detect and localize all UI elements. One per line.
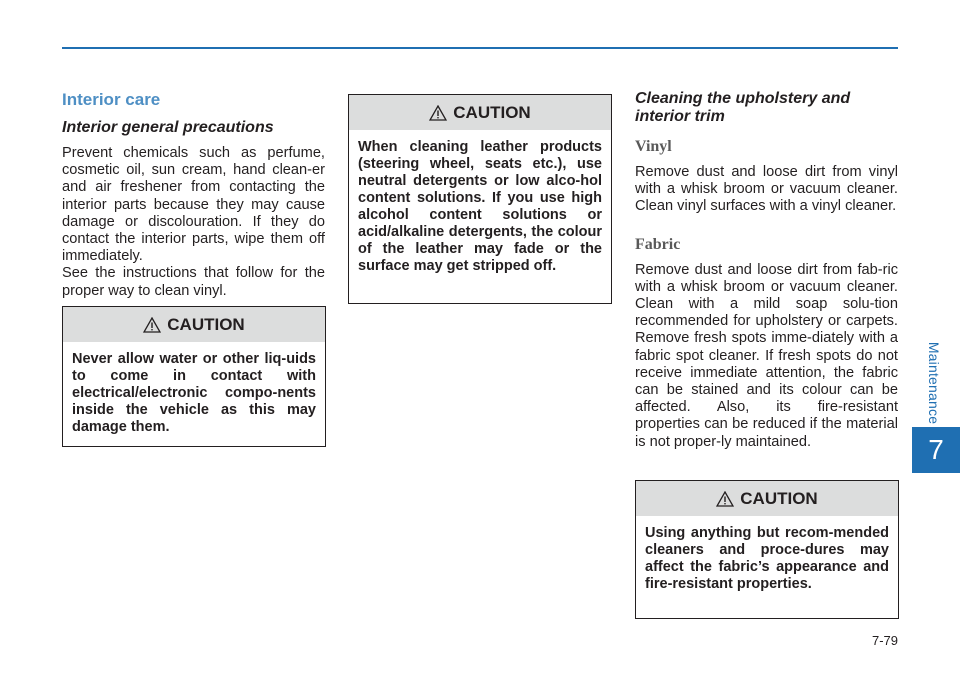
- caution-label: CAUTION: [167, 314, 245, 334]
- instructions-paragraph: See the instructions that follow for the proper way to clean vinyl.: [62, 265, 325, 299]
- chapter-tab: 7: [912, 427, 960, 473]
- warning-triangle-icon: [143, 317, 161, 333]
- caution-box-fabric: [635, 480, 899, 619]
- chapter-side-label: [919, 338, 949, 428]
- column-left: [62, 90, 325, 300]
- caution-label: CAUTION: [453, 102, 531, 122]
- fabric-heading: Fabric: [635, 235, 681, 253]
- caution-text: When cleaning leather products (steering wheel, seats etc.), use neutral detergents or low alco-hol content solutions. If you use high alcohol content solutions or acid/alkaline detergents, the colour of the leather may fade or the surface may get stripped off.: [358, 139, 602, 274]
- warning-triangle-icon: [716, 491, 734, 507]
- caution-box-liquids: [62, 306, 326, 447]
- caution-label: CAUTION: [740, 488, 818, 508]
- precautions-paragraph: Prevent chemicals such as perfume, cosmetic oil, sun cream, hand clean-er and air freshener from contacting the interior parts because they may cause damage or discolouration. If they do contact the interior parts, wipe them off immediately.: [62, 145, 325, 265]
- caution-header: [349, 95, 611, 130]
- upholstery-title: Cleaning the upholstery and interior trim: [635, 90, 851, 125]
- vinyl-heading: Vinyl: [635, 138, 672, 155]
- caution-header: [63, 307, 325, 342]
- chapter-side-label-text: Maintenance: [926, 341, 942, 425]
- section-title: Interior care: [62, 90, 161, 109]
- fabric-paragraph: Remove dust and loose dirt from fab-ric with a whisk broom or vacuum cleaner. Clean with a mild soap solu-tion recommended for upholstery or carpets. Remove fresh spots imme-diately with a fabric spot cleaner. If fresh spots do not receive immediate attention, the fabric can be stained and its colour can be affected. Also, its fire-resistant properties can be reduced if the material is not proper-ly maintained.: [635, 261, 898, 450]
- column-right: [635, 90, 898, 451]
- caution-text: Never allow water or other liq-uids to come in contact with electrical/electronic compo-nents inside the vehicle as this may damage them.: [72, 351, 316, 435]
- subsection-title: Interior general precautions: [62, 119, 274, 136]
- page-number: 7-79: [871, 633, 898, 648]
- vinyl-paragraph: Remove dust and loose dirt from vinyl with a whisk broom or vacuum cleaner. Clean vinyl surfaces with a vinyl cleaner.: [635, 164, 898, 215]
- warning-triangle-icon: [429, 105, 447, 121]
- caution-header: [636, 481, 898, 516]
- caution-text: Using anything but recom-mended cleaners and proce-dures may affect the fabric’s appearance and fire-resistant properties.: [645, 525, 889, 592]
- top-rule: [62, 47, 898, 49]
- caution-box-leather: [348, 94, 612, 304]
